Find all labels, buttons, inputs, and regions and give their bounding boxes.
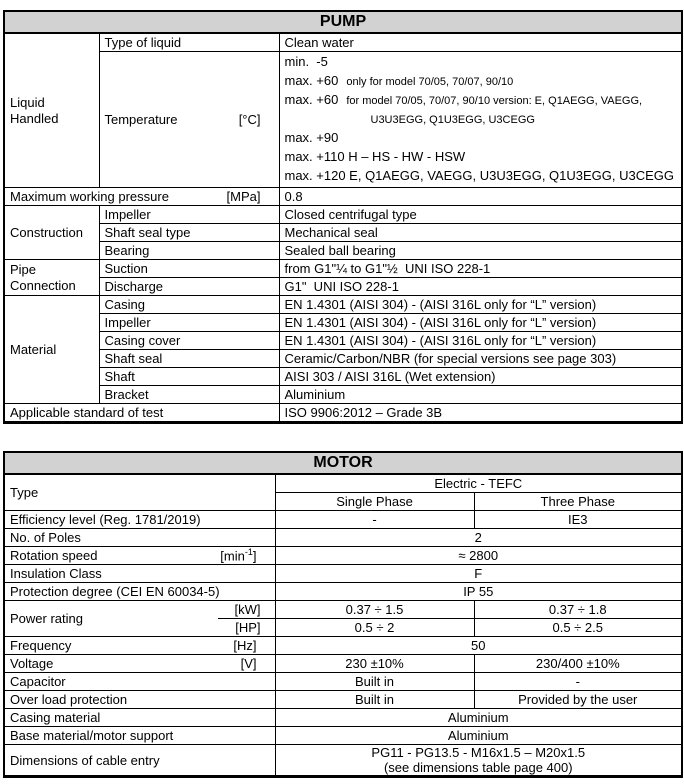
voltage-unit: [V]	[240, 656, 257, 671]
shaft-seal-type-label: Shaft seal type	[99, 224, 279, 242]
table-row	[4, 727, 682, 745]
table-row	[4, 565, 682, 583]
material-casing-cover-label: Casing cover	[99, 332, 279, 350]
rotation-speed-unit	[220, 547, 269, 563]
protection-degree-label: Protection degree (CEI EN 60034-5)	[4, 583, 275, 601]
table-row	[4, 655, 682, 673]
casing-material-label: Casing material	[4, 709, 275, 727]
discharge-value: G1" UNI ISO 228-1	[279, 278, 682, 296]
type-of-liquid-value: Clean water	[279, 33, 682, 52]
frequency-value: 50	[275, 637, 682, 655]
table-row	[4, 386, 682, 404]
temp-note: for model 70/05, 70/07, 90/10 version: E, Q1AEGG, VAEGG,	[346, 95, 643, 107]
temperature-line	[285, 148, 677, 167]
table-row	[4, 260, 682, 278]
unit-text: ]	[252, 548, 257, 564]
motor-table-title: MOTOR	[4, 452, 682, 474]
overload-protection-label: Over load protection	[4, 691, 275, 709]
pipe-connection-group-label: Pipe Connection	[4, 260, 99, 296]
pump-table	[3, 10, 683, 424]
cable-entry-line2: (see dimensions table page 400)	[383, 760, 573, 775]
voltage-label: Voltage	[10, 656, 54, 671]
temperature-value-cell	[279, 52, 682, 188]
table-row	[4, 332, 682, 350]
table-row	[4, 33, 682, 52]
material-impeller-value: EN 1.4301 (AISI 304) - (AISI 316L only for “L” version)	[279, 314, 682, 332]
table-row	[4, 188, 682, 206]
overload-three-value: Provided by the user	[474, 691, 682, 709]
max-pressure-label: Maximum working pressure	[10, 189, 169, 204]
table-row	[4, 709, 682, 727]
temp-value: min. -5	[284, 54, 328, 69]
material-casing-label: Casing	[99, 296, 279, 314]
table-row	[4, 224, 682, 242]
overload-single-value: Built in	[275, 691, 474, 709]
voltage-single-value: 230 ±10%	[275, 655, 474, 673]
standard-of-test-value: ISO 9906:2012 – Grade 3B	[279, 404, 682, 423]
frequency-unit: [Hz]	[233, 638, 257, 653]
bearing-label: Bearing	[99, 242, 279, 260]
power-kw-three-value: 0.37 ÷ 1.8	[474, 601, 682, 619]
table-row	[4, 547, 682, 565]
temperature-label-cell	[99, 52, 279, 188]
table-spacer	[3, 424, 681, 451]
table-row	[4, 691, 682, 709]
motor-type-value: Electric - TEFC	[275, 474, 682, 493]
voltage-label-cell	[4, 655, 275, 673]
single-phase-column-header: Single Phase	[275, 493, 474, 511]
table-row	[4, 368, 682, 386]
capacitor-label: Capacitor	[4, 673, 275, 691]
construction-impeller-value: Closed centrifugal type	[279, 206, 682, 224]
temperature-line	[285, 72, 677, 91]
table-row	[4, 511, 682, 529]
poles-value: 2	[275, 529, 682, 547]
efficiency-single-value: -	[275, 511, 474, 529]
table-row	[4, 350, 682, 368]
temp-value: max. +120 E, Q1AEGG, VAEGG, U3U3EGG, Q1U3EGG, U3CEGG	[284, 168, 675, 183]
table-row	[4, 474, 682, 493]
power-rating-kw-unit: [kW]	[218, 601, 275, 619]
table-row	[4, 673, 682, 691]
material-shaft-value: AISI 303 / AISI 316L (Wet extension)	[279, 368, 682, 386]
table-row	[4, 637, 682, 655]
max-pressure-unit: [MPa]	[226, 189, 261, 204]
discharge-label: Discharge	[99, 278, 279, 296]
construction-group-label: Construction	[4, 206, 99, 260]
construction-impeller-label: Impeller	[99, 206, 279, 224]
capacitor-three-value: -	[474, 673, 682, 691]
power-rating-hp-unit: [HP]	[218, 619, 275, 637]
type-of-liquid-label: Type of liquid	[99, 33, 279, 52]
material-shaft-label: Shaft	[99, 368, 279, 386]
max-pressure-label-cell	[4, 188, 279, 206]
three-phase-column-header: Three Phase	[474, 493, 682, 511]
unit-superscript: -1	[244, 547, 253, 558]
liquid-handled-group-label: Liquid Handled	[4, 33, 99, 188]
temperature-line	[285, 91, 677, 110]
temp-value: max. +60	[284, 92, 339, 107]
poles-label: No. of Poles	[4, 529, 275, 547]
temperature-line	[285, 53, 677, 72]
casing-material-value: Aluminium	[275, 709, 682, 727]
insulation-class-label: Insulation Class	[4, 565, 275, 583]
motor-header-row	[4, 452, 682, 474]
table-row	[4, 314, 682, 332]
temp-value: max. +60	[284, 73, 339, 88]
material-bracket-label: Bracket	[99, 386, 279, 404]
rotation-speed-label-cell	[4, 547, 275, 565]
table-row	[4, 583, 682, 601]
insulation-class-value: F	[275, 565, 682, 583]
pump-table-title: PUMP	[4, 11, 682, 33]
table-row	[4, 52, 682, 188]
table-row	[4, 296, 682, 314]
frequency-label: Frequency	[10, 638, 72, 653]
temperature-line	[285, 167, 677, 186]
power-rating-label: Power rating	[4, 601, 218, 637]
frequency-label-cell	[4, 637, 275, 655]
temperature-line	[285, 110, 677, 129]
table-row	[4, 206, 682, 224]
table-row	[4, 242, 682, 260]
capacitor-single-value: Built in	[275, 673, 474, 691]
cable-entry-line1: PG11 - PG13.5 - M16x1.5 – M20x1.5	[371, 745, 586, 760]
material-bracket-value: Aluminium	[279, 386, 682, 404]
rotation-speed-value: ≈ 2800	[275, 547, 682, 565]
motor-table	[3, 451, 683, 778]
rotation-speed-label: Rotation speed	[10, 547, 98, 563]
bearing-value: Sealed ball bearing	[279, 242, 682, 260]
temp-value: max. +90	[284, 130, 339, 145]
table-row	[4, 278, 682, 296]
material-shaft-seal-value: Ceramic/Carbon/NBR (for special versions see page 303)	[279, 350, 682, 368]
cable-entry-label: Dimensions of cable entry	[4, 745, 275, 777]
temperature-line	[285, 129, 677, 148]
table-row	[4, 404, 682, 423]
efficiency-level-label: Efficiency level (Reg. 1781/2019)	[4, 511, 275, 529]
suction-value: from G1"¼ to G1"½ UNI ISO 228-1	[279, 260, 682, 278]
standard-of-test-label: Applicable standard of test	[4, 404, 279, 423]
material-casing-value: EN 1.4301 (AISI 304) - (AISI 316L only for “L” version)	[279, 296, 682, 314]
table-row	[4, 745, 682, 777]
unit-text: [min	[220, 548, 245, 564]
base-material-value: Aluminium	[275, 727, 682, 745]
temp-note: only for model 70/05, 70/07, 90/10	[346, 76, 514, 88]
temperature-label: Temperature	[104, 112, 178, 127]
power-hp-three-value: 0.5 ÷ 2.5	[474, 619, 682, 637]
material-impeller-label: Impeller	[99, 314, 279, 332]
max-pressure-value: 0.8	[279, 188, 682, 206]
power-hp-single-value: 0.5 ÷ 2	[275, 619, 474, 637]
suction-label: Suction	[99, 260, 279, 278]
base-material-label: Base material/motor support	[4, 727, 275, 745]
table-row	[4, 529, 682, 547]
power-kw-single-value: 0.37 ÷ 1.5	[275, 601, 474, 619]
temperature-unit: [°C]	[238, 112, 261, 127]
cable-entry-value-cell	[275, 745, 682, 777]
temp-value: max. +110 H – HS - HW - HSW	[284, 149, 466, 164]
material-group-label: Material	[4, 296, 99, 404]
temp-note: U3U3EGG, Q1U3EGG, U3CEGG	[370, 114, 535, 126]
pump-header-row	[4, 11, 682, 33]
motor-type-label: Type	[4, 474, 275, 511]
table-row	[4, 601, 682, 619]
voltage-three-value: 230/400 ±10%	[474, 655, 682, 673]
efficiency-three-value: IE3	[474, 511, 682, 529]
material-shaft-seal-label: Shaft seal	[99, 350, 279, 368]
material-casing-cover-value: EN 1.4301 (AISI 304) - (AISI 316L only for “L” version)	[279, 332, 682, 350]
protection-degree-value: IP 55	[275, 583, 682, 601]
shaft-seal-type-value: Mechanical seal	[279, 224, 682, 242]
